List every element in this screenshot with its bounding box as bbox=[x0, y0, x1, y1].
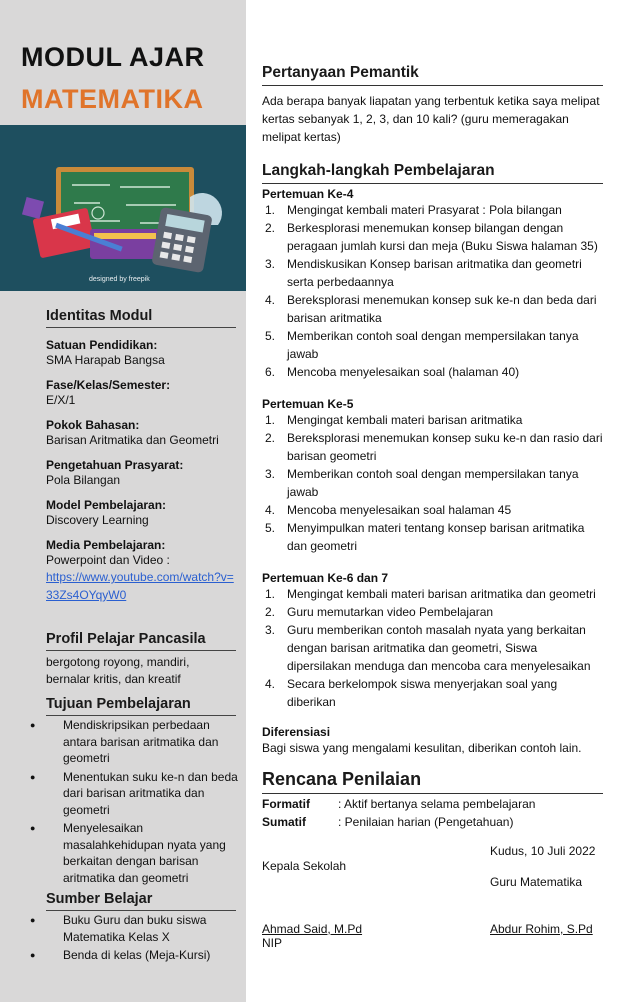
langkah-heading: Langkah-langkah Pembelajaran bbox=[262, 162, 603, 184]
penilaian-section bbox=[262, 769, 603, 831]
penilaian-key: Formatif bbox=[262, 797, 310, 811]
pemantik-section bbox=[262, 64, 603, 146]
subject-title: MATEMATIKA bbox=[21, 84, 204, 114]
headmaster-name: Ahmad Said, M.Pd bbox=[262, 922, 363, 936]
field-label: Media Pembelajaran: bbox=[46, 538, 166, 552]
list-item: 2. Berkesplorasi menemukan konsep bilangan dengan peragaan jumlah kursi dan meja (Buku Siswa halaman 35) bbox=[265, 221, 598, 253]
list-item: ● Benda di kelas (Meja-Kursi) bbox=[30, 947, 240, 964]
identitas-section bbox=[46, 308, 236, 604]
place-date: Kudus, 10 Juli 2022 bbox=[490, 844, 596, 858]
field-value: SMA Harapab Bangsa bbox=[46, 353, 165, 367]
field-label: Pengetahuan Prasyarat: bbox=[46, 458, 184, 472]
field-fase bbox=[46, 378, 236, 408]
meeting-5 bbox=[262, 397, 603, 555]
list-item: 6. Mencoba menyelesaikan soal (halaman 40) bbox=[265, 365, 520, 379]
meeting-steps bbox=[262, 201, 603, 381]
diferensiasi-text: Bagi siswa yang mengalami kesulitan, diberikan contoh lain. bbox=[262, 741, 582, 755]
list-item: 1. Mengingat kembali materi Prasyarat : Pola bilangan bbox=[265, 203, 562, 217]
penilaian-value: : Aktif bertanya selama pembelajaran bbox=[338, 797, 536, 811]
list-item: ● Mendiskripsikan perbedaan antara barisan aritmatika dan geometri bbox=[30, 717, 240, 767]
field-label: Model Pembelajaran: bbox=[46, 498, 167, 512]
sumber-list bbox=[30, 912, 240, 966]
meeting-title: Pertemuan Ke-5 bbox=[262, 397, 354, 411]
field-label: Satuan Pendidikan: bbox=[46, 338, 158, 352]
list-item: 3. Mendiskusikan Konsep barisan aritmatika dan geometri serta perbedaannya bbox=[265, 257, 582, 289]
list-item: 4. Mencoba menyelesaikan soal halaman 45 bbox=[265, 503, 512, 517]
field-prasyarat bbox=[46, 458, 236, 488]
list-item: ● Buku Guru dan buku siswa Matematika Kelas X bbox=[30, 912, 240, 945]
meeting-steps bbox=[262, 411, 603, 555]
teacher-role: Guru Matematika bbox=[490, 875, 583, 889]
list-item: 4. Bereksplorasi menemukan konsep suk ke-n dan beda dari barisan aritmatika bbox=[265, 293, 597, 325]
sumber-heading: Sumber Belajar bbox=[46, 891, 236, 911]
left-sidebar bbox=[0, 0, 246, 1002]
penilaian-heading: Rencana Penilaian bbox=[262, 769, 603, 794]
illustration-credit: designed by freepik bbox=[89, 276, 150, 283]
tujuan-section bbox=[46, 696, 236, 716]
list-item: 5. Menyimpulkan materi tentang konsep barisan aritmatika dan geometri bbox=[265, 521, 585, 553]
field-value: Powerpoint dan Video : bbox=[46, 553, 170, 567]
list-item: 2. Bereksplorasi menemukan konsep suku ke-n dan rasio dari barisan geometri bbox=[265, 431, 603, 463]
field-value: E/X/1 bbox=[46, 393, 76, 407]
tujuan-heading: Tujuan Pembelajaran bbox=[46, 696, 236, 716]
meeting-4 bbox=[262, 187, 603, 381]
list-item: 2. Guru memutarkan video Pembelajaran bbox=[265, 605, 494, 619]
list-item: 3. Guru memberikan contoh masalah nyata yang berkaitan dengan barisan aritmatika dan geometri, Siswa dipersilakan menduga dan mencoba cara menyelesaikan bbox=[265, 623, 591, 673]
field-pokok-bahasan bbox=[46, 418, 236, 448]
list-item: 5. Memberikan contoh soal dengan mempersilakan tanya jawab bbox=[265, 329, 579, 361]
list-item: 1. Mengingat kembali materi barisan aritmatika bbox=[265, 413, 523, 427]
meeting-title: Pertemuan Ke-4 bbox=[262, 187, 354, 201]
penilaian-row-formatif bbox=[262, 795, 603, 813]
field-media bbox=[46, 538, 236, 604]
diferensiasi-title: Diferensiasi bbox=[262, 725, 331, 739]
field-label: Pokok Bahasan: bbox=[46, 418, 140, 432]
tujuan-list bbox=[30, 717, 240, 888]
chalkboard-icon bbox=[0, 125, 246, 291]
meeting-steps bbox=[262, 585, 603, 711]
field-value: Barisan Aritmatika dan Geometri bbox=[46, 433, 219, 447]
media-video-link[interactable]: https://www.youtube.com/watch?v=33Zs4OYqyW0 bbox=[46, 570, 234, 602]
list-item: ● Menyelesaikan masalahkehidupan nyata yang berkaitan dengan barisan aritmatika dan geometri bbox=[30, 820, 240, 886]
langkah-section bbox=[262, 162, 603, 757]
field-value: Pola Bilangan bbox=[46, 473, 121, 487]
teacher-name: Abdur Rohim, S.Pd bbox=[490, 922, 593, 936]
penilaian-row-sumatif bbox=[262, 813, 603, 831]
field-model bbox=[46, 498, 236, 528]
meeting-6-7 bbox=[262, 571, 603, 711]
module-title: MODUL AJAR bbox=[21, 42, 205, 72]
profil-text: bergotong royong, mandiri, bernalar kritis, dan kreatif bbox=[46, 655, 190, 686]
diferensiasi bbox=[262, 725, 603, 757]
list-item: 4. Secara berkelompok siswa menyerjakan soal yang diberikan bbox=[265, 677, 558, 709]
penilaian-value: : Penilaian harian (Pengetahuan) bbox=[338, 815, 514, 829]
list-item: 1. Mengingat kembali materi barisan aritmatika dan geometri bbox=[265, 587, 596, 601]
penilaian-key: Sumatif bbox=[262, 815, 307, 829]
pemantik-text: Ada berapa banyak liapatan yang terbentuk ketika saya melipat kertas sebanyak 1, 2, 3, dan 10 kali? (guru memeragakan melipat kertas) bbox=[262, 94, 600, 144]
profil-heading: Profil Pelajar Pancasila bbox=[46, 631, 236, 651]
profil-section bbox=[46, 631, 236, 688]
field-value: Discovery Learning bbox=[46, 513, 149, 527]
headmaster-role: Kepala Sekolah bbox=[262, 859, 347, 873]
list-item: ● Menentukan suku ke-n dan beda dari barisan aritmatika dan geometri bbox=[30, 769, 240, 819]
identitas-heading: Identitas Modul bbox=[46, 308, 236, 328]
field-label: Fase/Kelas/Semester: bbox=[46, 378, 171, 392]
classroom-illustration bbox=[0, 125, 246, 291]
sumber-section bbox=[46, 891, 236, 911]
meeting-title: Pertemuan Ke-6 dan 7 bbox=[262, 571, 389, 585]
pemantik-heading: Pertanyaan Pemantik bbox=[262, 64, 603, 86]
headmaster-nip: NIP bbox=[262, 936, 283, 950]
list-item: 3. Memberikan contoh soal dengan mempersilakan tanya jawab bbox=[265, 467, 579, 499]
field-satuan bbox=[46, 338, 236, 368]
